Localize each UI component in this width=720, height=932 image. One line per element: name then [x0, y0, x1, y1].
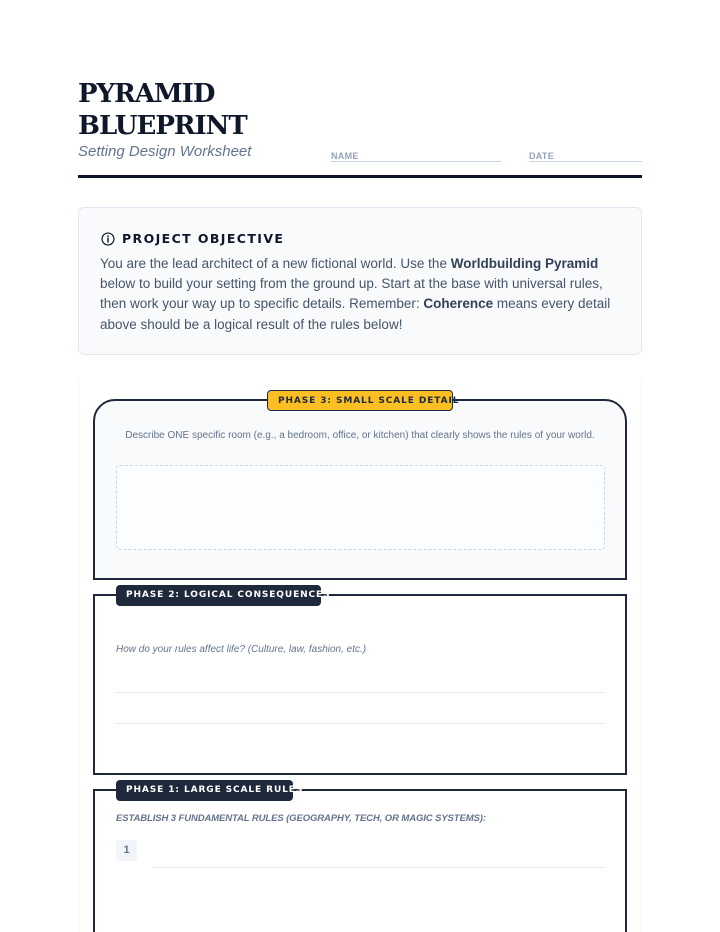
project-objective-box — [78, 207, 642, 355]
objective-heading — [101, 231, 284, 246]
phase-1-section — [93, 789, 627, 932]
objective-text: You are the lead architect of a new fictional world. Use the Worldbuilding Pyramid below to build your setting from the ground up. Start at the base with universal rules, then work your way up to specific details. Remember: Coherence means every detail above should be a logical result of the rules below! — [100, 256, 611, 332]
worksheet-title: PYRAMID BLUEPRINT — [78, 79, 247, 141]
rule-number-1: 1 — [116, 840, 137, 861]
phase-2-prompt: How do your rules affect life? (Culture, law, fashion, etc.) — [116, 644, 367, 655]
info-icon — [101, 232, 115, 246]
phase-2-section — [93, 594, 627, 775]
consequence-line-2[interactable] — [116, 723, 604, 724]
name-field[interactable] — [331, 146, 501, 162]
date-label: DATE — [529, 151, 555, 161]
header-divider — [78, 175, 642, 178]
worksheet-subtitle: Setting Design Worksheet — [78, 143, 252, 160]
coherence-term: Coherence — [423, 296, 494, 312]
rule-1-line[interactable] — [152, 867, 604, 868]
worldbuilding-pyramid-term: Worldbuilding Pyramid — [450, 256, 599, 271]
phase-1-instructions: ESTABLISH 3 FUNDAMENTAL RULES (GEOGRAPHY, TECH, OR MAGIC SYSTEMS): — [116, 813, 486, 824]
phase-3-description: Describe ONE specific room (e.g., a bedroom, office, or kitchen) that clearly shows the rules of your world. — [125, 430, 595, 441]
phase-1-badge: PHASE 1: LARGE SCALE RULES — [116, 780, 293, 801]
objective-title: PROJECT OBJECTIVE — [122, 231, 285, 246]
phase-2-badge: PHASE 2: LOGICAL CONSEQUENCES — [116, 585, 321, 606]
date-field[interactable] — [529, 146, 642, 162]
name-label: NAME — [331, 151, 359, 161]
consequence-line-1[interactable] — [116, 692, 604, 693]
phase-3-badge: PHASE 3: SMALL SCALE DETAIL — [267, 390, 453, 411]
room-description-input[interactable] — [116, 465, 605, 550]
